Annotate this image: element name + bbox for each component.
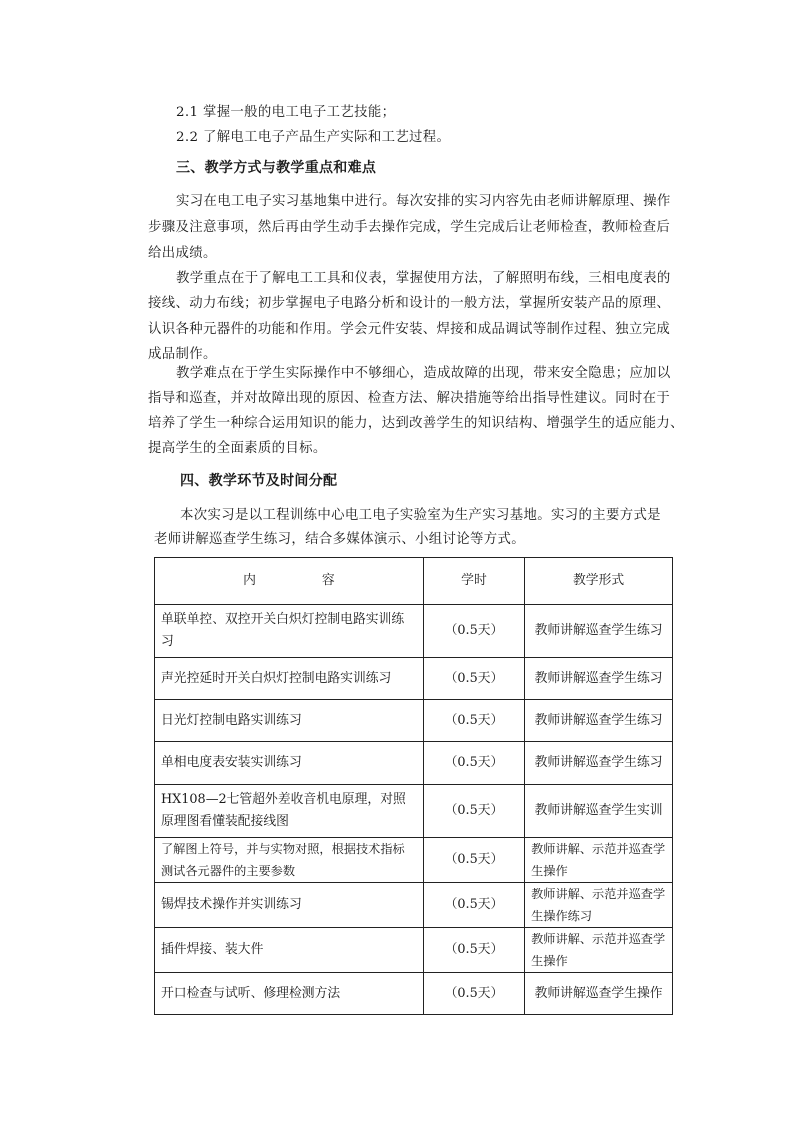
- row-form: 教师讲解巡查学生练习: [525, 605, 673, 658]
- s3-p3-line1: 教学难点在于学生实际操作中不够细心，造成故障的出现，带来安全隐患；应加以: [176, 366, 671, 381]
- s3-p1-line3: 给出成绩。: [148, 246, 217, 261]
- row-form: 教师讲解巡查学生练习: [525, 742, 673, 785]
- table-row: [155, 785, 673, 838]
- s3-p3-line2: 指导和巡查，并对故障出现的原因、检查方法、解决措施等给出指导性建议。同时在于: [148, 391, 671, 406]
- row-duration: （0.5天）: [423, 928, 524, 973]
- row-duration: （0.5天）: [423, 973, 524, 1015]
- table-row: [155, 838, 673, 883]
- row-form: 教师讲解巡查学生实训: [525, 785, 673, 838]
- header-hours: 学时: [423, 558, 524, 605]
- row-duration: （0.5天）: [423, 658, 524, 700]
- section3-heading: 三、教学方式与教学重点和难点: [176, 160, 377, 176]
- s3-p3-line4: 提高学生的全面素质的目标。: [148, 441, 327, 456]
- header-form: 教学形式: [525, 558, 673, 605]
- s3-p3-line3: 培养了学生一种综合运用知识的能力，达到改善学生的知识结构、增强学生的适应能力、: [148, 416, 684, 431]
- row-form: 教师讲解巡查学生练习: [525, 658, 673, 700]
- row-content: 单联单控、双控开关白炽灯控制电路实训练习: [155, 605, 424, 658]
- row-form: 教师讲解巡查学生练习: [525, 700, 673, 742]
- row-form: 教师讲解巡查学生操作: [525, 973, 673, 1015]
- s3-p1-line2: 步骤及注意事项，然后再由学生动手去操作完成，学生完成后让老师检查，教师检查后: [148, 220, 671, 235]
- s4-p1-line2: 老师讲解巡查学生练习，结合多媒体演示、小组讨论等方式。: [154, 532, 525, 547]
- header-content: 内 容: [155, 558, 424, 605]
- row-form: 教师讲解、示范并巡查学生操作练习: [525, 883, 673, 928]
- s4-p1-line1: 本次实习是以工程训练中心电工电子实验室为生产实习基地。实习的主要方式是: [180, 508, 661, 523]
- table-header-row: [155, 558, 673, 605]
- table-row: [155, 883, 673, 928]
- row-duration: （0.5天）: [423, 605, 524, 658]
- row-content: 声光控延时开关白炽灯控制电路实训练习: [155, 658, 424, 700]
- row-content: 单相电度表安装实训练习: [155, 742, 424, 785]
- row-duration: （0.5天）: [423, 785, 524, 838]
- objective-2-2: 2.2 了解电工电子产品生产实际和工艺过程。: [176, 130, 451, 145]
- s3-p2-line3: 认识各种元器件的功能和作用。学会元件安装、焊接和成品调试等制作过程、独立完成: [148, 322, 671, 337]
- row-duration: （0.5天）: [423, 700, 524, 742]
- table-row: [155, 605, 673, 658]
- row-content: 插件焊接、装大件: [155, 928, 424, 973]
- row-content: 日光灯控制电路实训练习: [155, 700, 424, 742]
- s3-p2-line4: 成品制作。: [148, 347, 217, 362]
- row-duration: （0.5天）: [423, 883, 524, 928]
- table-row: [155, 700, 673, 742]
- objective-2-1: 2.1 掌握一般的电工电子工艺技能；: [176, 105, 396, 120]
- row-duration: （0.5天）: [423, 742, 524, 785]
- s3-p2-line2: 接线、动力布线；初步掌握电子电路分析和设计的一般方法，掌握所安装产品的原理、: [148, 296, 671, 311]
- table-row: [155, 658, 673, 700]
- row-content: 锡焊技术操作并实训练习: [155, 883, 424, 928]
- table-row: [155, 742, 673, 785]
- s3-p2-line1: 教学重点在于了解电工工具和仪表，掌握使用方法，了解照明布线，三相电度表的: [176, 271, 671, 286]
- row-form: 教师讲解、示范并巡查学生操作: [525, 838, 673, 883]
- row-form: 教师讲解、示范并巡查学生操作: [525, 928, 673, 973]
- s3-p1-line1: 实习在电工电子实习基地集中进行。每次安排的实习内容先由老师讲解原理、操作: [176, 194, 671, 209]
- table-row: [155, 973, 673, 1015]
- row-duration: （0.5天）: [423, 838, 524, 883]
- schedule-table: [154, 557, 673, 1015]
- row-content: 开口检查与试听、修理检测方法: [155, 973, 424, 1015]
- section4-heading: 四、教学环节及时间分配: [180, 473, 338, 489]
- row-content: 了解图上符号，并与实物对照，根据技术指标测试各元器件的主要参数: [155, 838, 424, 883]
- row-content: HX108—2七管超外差收音机电原理，对照原理图看懂装配接线图: [155, 785, 424, 838]
- table-row: [155, 928, 673, 973]
